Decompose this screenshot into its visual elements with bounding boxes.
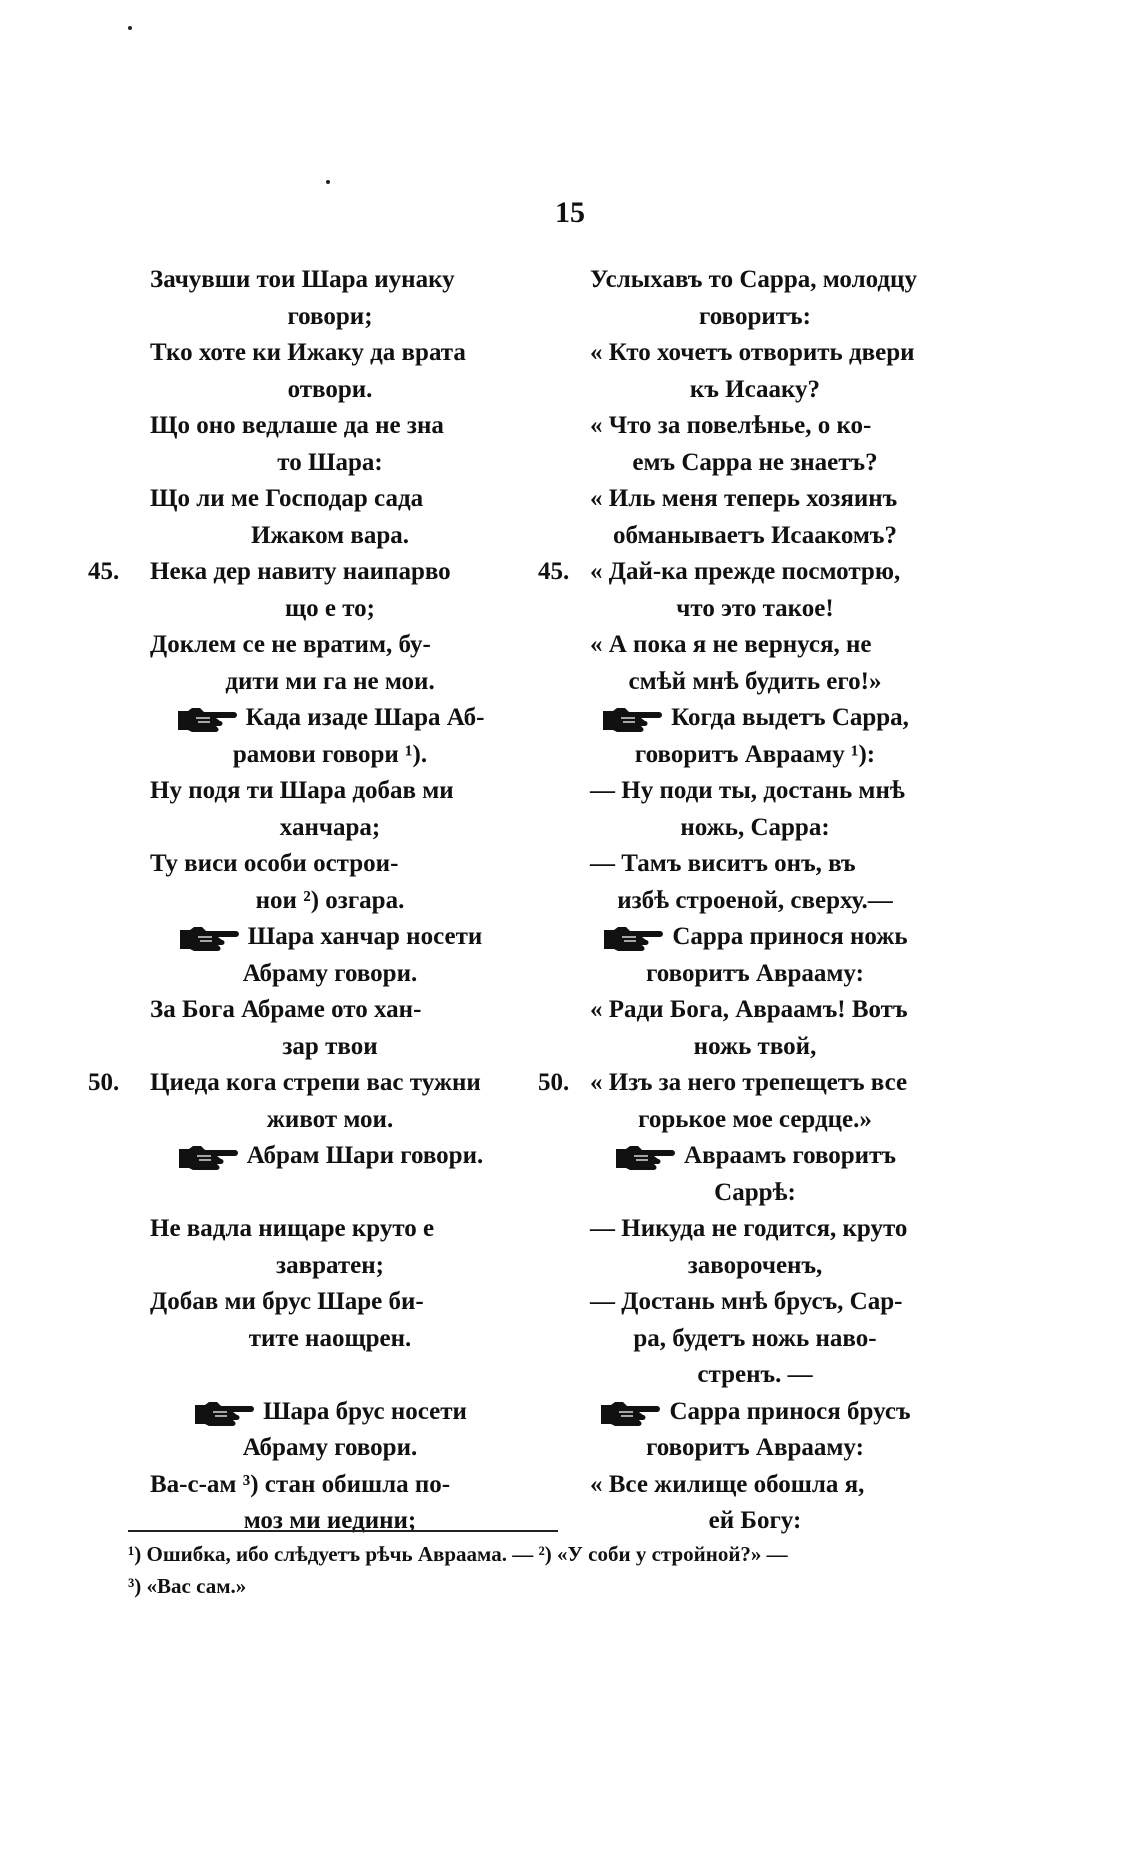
verse-line xyxy=(590,664,920,701)
verse-text: « Все жилище обошла я, xyxy=(590,1470,865,1498)
verse-text: рамови говори ¹). xyxy=(232,740,428,768)
verse-text: Услыхавъ то Сарра, молодцу xyxy=(590,266,917,293)
verse-text: Сарра принося брусъ xyxy=(669,1397,911,1425)
pointing-hand-icon xyxy=(193,1400,257,1426)
verse-text: емъ Сарра не знаетъ? xyxy=(632,448,878,476)
verse-line xyxy=(590,445,920,482)
verse-line xyxy=(590,1321,920,1358)
verse-text: Ижаком вара. xyxy=(250,521,410,549)
verse-line xyxy=(590,956,920,993)
verse-line xyxy=(150,481,510,518)
verse-line xyxy=(150,1138,510,1175)
verse-text: За Бога Абраме ото хан- xyxy=(150,996,422,1023)
verse-text: моз ми иедини; xyxy=(243,1507,417,1534)
verse-line xyxy=(590,1394,920,1431)
pointing-hand-icon xyxy=(614,1144,678,1170)
verse-text: Не вадла нищаре круто е xyxy=(150,1215,435,1242)
verse-text: Абрам Шари говори. xyxy=(246,1142,484,1169)
verse-line xyxy=(590,992,920,1029)
russian-translation-column xyxy=(538,262,920,1540)
verse-text: завратен; xyxy=(276,1251,384,1279)
verse-text: Когда выдетъ Сарра, xyxy=(671,704,909,731)
verse-text: Ну подя ти Шара добав ми xyxy=(150,777,454,804)
verse-line xyxy=(150,408,510,445)
verse-line xyxy=(538,1065,920,1102)
verse-line xyxy=(150,1394,510,1431)
verse-text: ей Богу: xyxy=(708,1507,802,1534)
verse-line xyxy=(150,1248,510,1285)
verse-line xyxy=(590,1211,920,1248)
verse-text: Авраамъ говоритъ xyxy=(684,1142,896,1169)
verse-line xyxy=(590,627,920,664)
verse-line xyxy=(150,372,510,409)
verse-text: Ту виси особи острои- xyxy=(150,850,399,877)
verse-text: Абраму говори. xyxy=(242,959,418,987)
verse-text: стренъ. — xyxy=(697,1361,813,1388)
page-number: 15 xyxy=(555,196,585,229)
verse-text: « Дай-ка прежде посмотрю, xyxy=(590,558,901,585)
verse-text: що е то; xyxy=(285,594,375,622)
verse-line xyxy=(590,1430,920,1467)
verse-text: Шара ханчар носети xyxy=(247,923,483,950)
verse-line xyxy=(590,1138,920,1175)
verse-line xyxy=(590,1175,920,1212)
verse-line xyxy=(590,737,920,774)
verse-number: 45. xyxy=(538,558,570,585)
verse-line xyxy=(150,299,510,336)
verse-text: говоритъ Аврааму: xyxy=(646,959,864,987)
verse-line xyxy=(590,1503,920,1540)
verse-text: ножь твой, xyxy=(693,1032,817,1060)
verse-line xyxy=(590,846,920,883)
verse-text: ра, будетъ ножь наво- xyxy=(633,1324,877,1352)
verse-text: тите наощрен. xyxy=(248,1324,412,1352)
verse-line xyxy=(590,700,920,737)
verse-line xyxy=(590,299,920,336)
verse-line xyxy=(590,1467,920,1504)
verse-text: живот мои. xyxy=(266,1105,394,1133)
verse-text: « Кто хочетъ отворить двери xyxy=(590,339,915,366)
verse-text: къ Исааку? xyxy=(689,375,821,403)
verse-line xyxy=(150,1321,510,1358)
verse-line xyxy=(150,1467,510,1504)
verse-text: Саррѣ: xyxy=(714,1178,796,1206)
verse-line xyxy=(590,591,920,628)
footnote-line: ¹) Ошибка, ибо слѣдуетъ рѣчь Авраама. — ²) «У соби у стройной?» — xyxy=(128,1542,788,1566)
verse-line xyxy=(150,664,510,701)
verse-text: ножь, Сарра: xyxy=(680,813,830,841)
verse-line xyxy=(590,335,920,372)
verse-line xyxy=(150,956,510,993)
verse-line xyxy=(590,481,920,518)
verse-text: « Что за повелѣнье, о ко- xyxy=(590,412,872,439)
verse-line xyxy=(150,773,510,810)
verse-line xyxy=(150,1211,510,1248)
verse-line xyxy=(150,700,510,737)
verse-text: Шара брус носети xyxy=(263,1397,467,1425)
verse-text: зар твои xyxy=(282,1032,378,1060)
verse-number: 50. xyxy=(88,1069,120,1096)
verse-line xyxy=(88,1065,510,1102)
verse-text: обманываетъ Исаакомъ? xyxy=(612,521,898,549)
verse-line xyxy=(150,591,510,628)
verse-text: ханчара; xyxy=(279,813,381,841)
verse-text: Циеда кога стрепи вас тужни xyxy=(150,1069,481,1096)
verse-line xyxy=(590,1284,920,1321)
pointing-hand-icon xyxy=(177,1144,241,1170)
verse-text: « Изъ за него трепещетъ все xyxy=(590,1069,908,1096)
verse-line xyxy=(590,1248,920,1285)
verse-text: Зачувши тои Шара иунаку xyxy=(150,266,455,293)
pointing-hand-icon xyxy=(178,925,242,951)
verse-text: нои ²) озгара. xyxy=(255,886,405,914)
verse-text: Тко хоте ки Ижаку да врата xyxy=(150,339,466,366)
verse-text: — Никуда не годится, круто xyxy=(590,1215,908,1242)
verse-line xyxy=(150,262,510,299)
verse-line xyxy=(150,1102,510,1139)
verse-text: Нека дер навиту наипарво xyxy=(150,558,451,585)
verse-line xyxy=(590,408,920,445)
verse-text: Сарра принося ножь xyxy=(672,923,908,950)
verse-line xyxy=(88,554,510,591)
verse-line xyxy=(590,810,920,847)
verse-line xyxy=(150,992,510,1029)
verse-number: 50. xyxy=(538,1069,570,1096)
verse-text: говоритъ: xyxy=(699,302,811,330)
verse-line xyxy=(150,1029,510,1066)
verse-text: — Ну поди ты, достань мнѣ xyxy=(590,777,905,804)
stanza-gap xyxy=(150,1175,510,1212)
verse-text: избѣ строеной, сверху.— xyxy=(617,886,893,914)
verse-text: говоритъ Аврааму: xyxy=(646,1434,864,1461)
verse-text: Ва-с-ам ³) стан обишла по- xyxy=(150,1470,451,1498)
verse-line xyxy=(590,262,920,299)
verse-line xyxy=(150,737,510,774)
verse-text: завороченъ, xyxy=(687,1251,823,1279)
verse-line xyxy=(150,1503,510,1540)
verse-text: горькое мое сердце.» xyxy=(638,1105,872,1133)
footnote-divider xyxy=(128,1530,558,1532)
verse-text: Абраму говори. xyxy=(242,1434,418,1461)
verse-line xyxy=(590,773,920,810)
verse-line xyxy=(150,919,510,956)
verse-text: Када изаде Шара Аб- xyxy=(245,704,485,731)
verse-text: отвори. xyxy=(287,375,373,403)
verse-text: смѣй мнѣ будить его!» xyxy=(628,667,882,695)
verse-text: — Тамъ виситъ онъ, въ xyxy=(590,850,856,877)
verse-line xyxy=(150,1430,510,1467)
footnotes xyxy=(128,1538,928,1602)
verse-line xyxy=(150,518,510,555)
stanza-gap xyxy=(150,1357,510,1394)
verse-text: дити ми га не мои. xyxy=(225,667,435,695)
verse-text: говори; xyxy=(287,302,373,330)
verse-line xyxy=(150,1284,510,1321)
verse-line xyxy=(150,627,510,664)
verse-line xyxy=(590,883,920,920)
verse-text: Доклем се не вратим, бу- xyxy=(150,631,431,658)
verse-line xyxy=(150,810,510,847)
verse-line xyxy=(590,919,920,956)
verse-text: что это такое! xyxy=(676,594,834,622)
verse-text: Добав ми брус Шаре би- xyxy=(150,1288,424,1315)
verse-text: говоритъ Аврааму ¹): xyxy=(634,740,876,768)
verse-line xyxy=(590,372,920,409)
verse-text: « Иль меня теперь хозяинъ xyxy=(590,485,898,512)
footnote-line: ³) «Вас сам.» xyxy=(128,1574,247,1598)
verse-line xyxy=(150,335,510,372)
verse-line xyxy=(590,518,920,555)
pointing-hand-icon xyxy=(176,706,240,732)
pointing-hand-icon xyxy=(602,925,666,951)
verse-text: Що ли ме Господар сада xyxy=(150,485,424,512)
verse-text: Що оно ведлаше да не зна xyxy=(150,412,444,439)
verse-line xyxy=(150,846,510,883)
verse-line xyxy=(590,1102,920,1139)
verse-text: « Ради Бога, Авраамъ! Вотъ xyxy=(590,996,908,1023)
verse-text: то Шара: xyxy=(277,448,383,476)
verse-line xyxy=(150,883,510,920)
verse-line xyxy=(590,1357,920,1394)
pointing-hand-icon xyxy=(599,1400,663,1426)
serbian-text-column xyxy=(88,262,510,1540)
verse-line xyxy=(590,1029,920,1066)
verse-text: — Достань мнѣ брусъ, Сар- xyxy=(590,1288,903,1315)
verse-number: 45. xyxy=(88,558,120,585)
verse-line xyxy=(538,554,920,591)
verse-text: « А пока я не вернуся, не xyxy=(590,631,872,658)
pointing-hand-icon xyxy=(601,706,665,732)
verse-line xyxy=(150,445,510,482)
